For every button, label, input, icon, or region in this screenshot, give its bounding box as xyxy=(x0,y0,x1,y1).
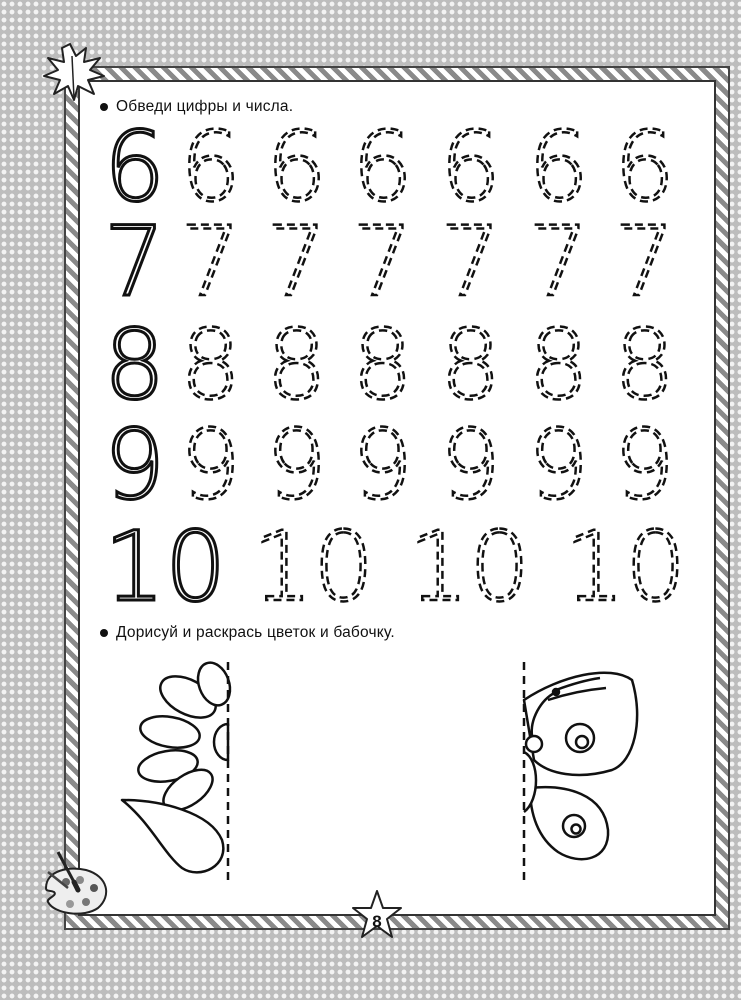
digit-trace: 9 xyxy=(614,409,676,521)
digit-trace: 6 xyxy=(528,111,590,223)
digit-trace: 10 xyxy=(252,511,375,623)
digit-trace: 6 xyxy=(352,111,414,223)
flower-half xyxy=(122,658,236,872)
task-trace-digits-text: Обведи цифры и числа. xyxy=(116,98,294,115)
digit-trace: 7 xyxy=(352,206,414,318)
digit-sample: 10 xyxy=(104,511,227,623)
digit-trace: 10 xyxy=(408,511,531,623)
digit-sample: 6 xyxy=(104,111,166,223)
butterfly-head xyxy=(526,736,542,752)
digit-trace: 6 xyxy=(180,111,242,223)
page-number: 8 xyxy=(372,912,382,931)
digit-trace: 7 xyxy=(266,206,328,318)
digit-sample: 9 xyxy=(104,409,166,521)
digit-sample: 8 xyxy=(104,309,166,421)
task-draw-and-color-text: Дорисуй и раскрась цветок и бабочку. xyxy=(116,624,395,641)
digit-trace: 8 xyxy=(266,309,328,421)
digit-trace: 8 xyxy=(180,309,242,421)
flower-leaf xyxy=(122,800,223,872)
palette-icon xyxy=(40,848,114,920)
digit-trace: 9 xyxy=(440,409,502,521)
digit-trace: 6 xyxy=(266,111,328,223)
butterfly-half xyxy=(524,673,637,859)
digit-trace: 9 xyxy=(266,409,328,521)
digit-trace: 9 xyxy=(528,409,590,521)
digit-trace: 7 xyxy=(440,206,502,318)
digit-sample: 7 xyxy=(104,206,166,318)
digit-trace: 10 xyxy=(564,511,687,623)
flower-center xyxy=(214,724,228,760)
digit-trace: 8 xyxy=(528,309,590,421)
digit-trace: 8 xyxy=(614,309,676,421)
digit-trace: 8 xyxy=(440,309,502,421)
digit-trace: 8 xyxy=(352,309,414,421)
digit-trace: 9 xyxy=(352,409,414,521)
digit-trace: 7 xyxy=(528,206,590,318)
digit-trace: 7 xyxy=(180,206,242,318)
digit-trace: 6 xyxy=(440,111,502,223)
digit-trace: 7 xyxy=(614,206,676,318)
digit-trace: 9 xyxy=(180,409,242,521)
digit-trace: 6 xyxy=(614,111,676,223)
